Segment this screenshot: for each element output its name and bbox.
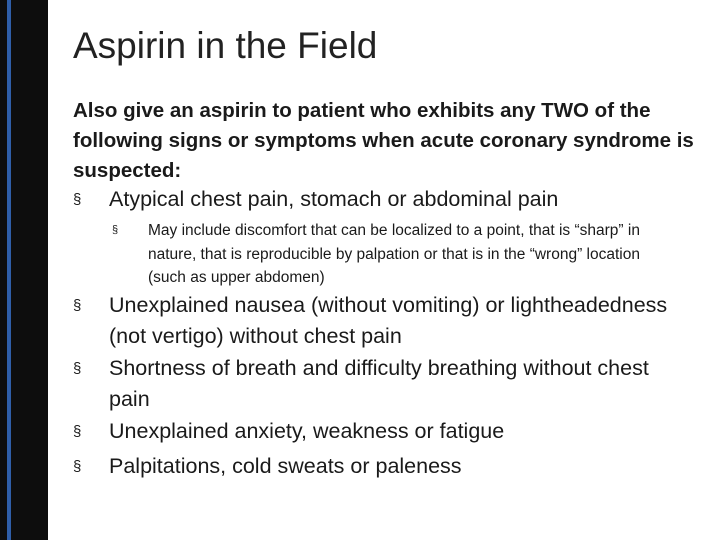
bullet-item — [73, 451, 683, 482]
bullet-marker-icon: § — [73, 360, 82, 377]
bullet-item — [73, 416, 683, 447]
bullet-item — [73, 290, 683, 352]
bullet-item — [73, 184, 683, 215]
bullet-marker-icon: § — [73, 423, 82, 440]
bullet-item — [73, 353, 683, 415]
bullet-text: Palpitations, cold sweats or paleness — [109, 454, 462, 478]
bullet-marker-icon: § — [73, 191, 82, 208]
sidebar-accent-line — [7, 0, 11, 540]
slide-title: Aspirin in the Field — [73, 25, 378, 66]
sub-bullet-text: May include discomfort that can be localized to a point, that is “sharp” in nature, that is reproducible by palpation or that is in the “wrong” location (such as upper abdomen) — [148, 222, 640, 286]
bullet-text: Unexplained nausea (without vomiting) or lightheadedness (not vertigo) without chest pain — [109, 293, 668, 348]
bullet-text: Shortness of breath and difficulty breathing without chest pain — [109, 356, 649, 411]
sub-bullet-marker-icon: § — [112, 224, 119, 236]
bullet-marker-icon: § — [73, 297, 82, 314]
intro-text: Also give an aspirin to patient who exhibits any TWO of the following signs or symptoms when acute coronary syndrome is suspected: — [73, 99, 694, 182]
sub-bullet-item — [112, 219, 677, 290]
bullet-text: Unexplained anxiety, weakness or fatigue — [109, 419, 505, 443]
bullet-text: Atypical chest pain, stomach or abdominal pain — [109, 187, 559, 211]
bullet-marker-icon: § — [73, 458, 82, 475]
